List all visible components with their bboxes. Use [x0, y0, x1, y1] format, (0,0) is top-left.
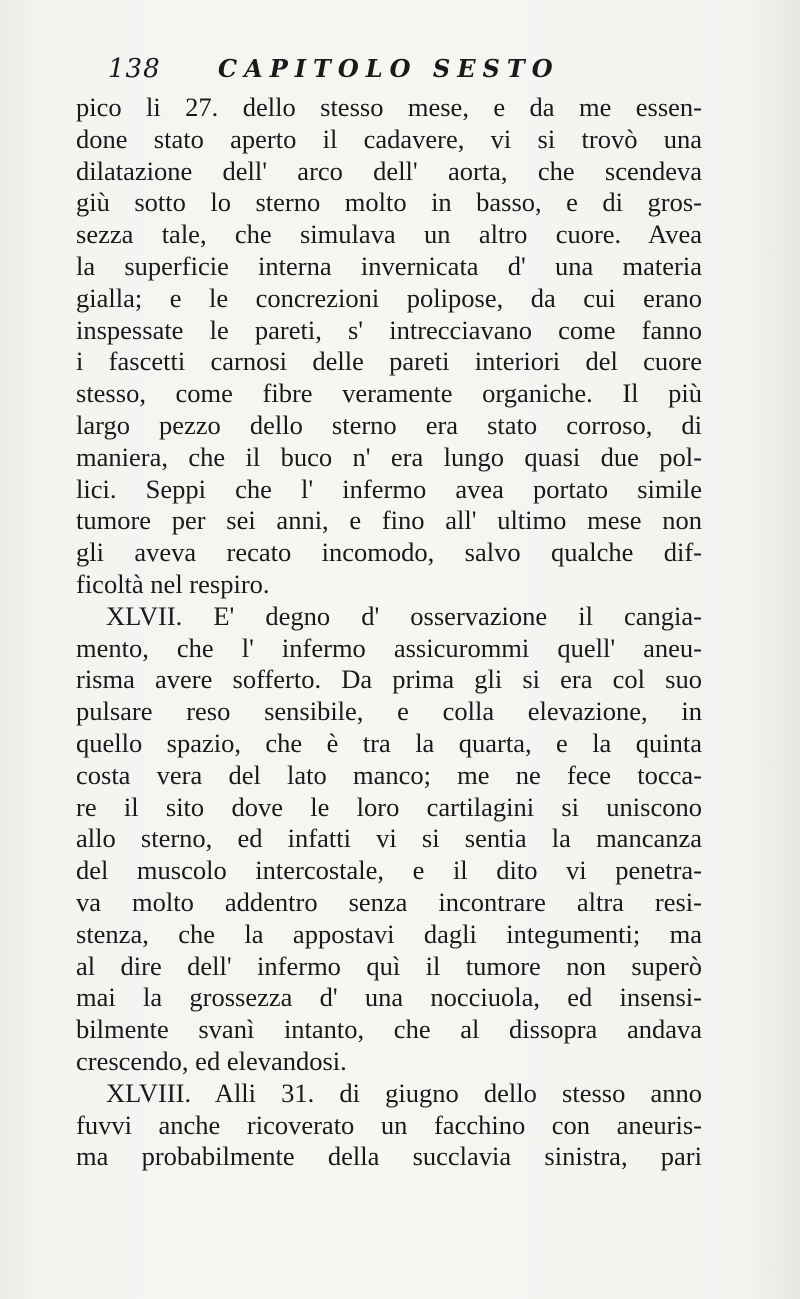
running-head	[108, 52, 668, 92]
text-line: ma probabilmente della succlavia sinistra, pari	[76, 1141, 702, 1172]
text-line: risma avere sofferto. Da prima gli si era col suo	[76, 664, 702, 695]
text-line: ficoltà nel respiro.	[76, 568, 270, 599]
text-line: bilmente svanì intanto, che al dissopra andava	[76, 1014, 702, 1045]
page-number: 138	[108, 54, 161, 84]
body-text	[76, 92, 702, 1173]
text-line: stesso, come fibre veramente organiche. Il più	[76, 378, 702, 409]
text-line: allo sterno, ed infatti vi si sentia la mancanza	[76, 823, 702, 854]
text-line: tumore per sei anni, e fino all' ultimo mese non	[76, 505, 702, 536]
text-line: gli aveva recato incomodo, salvo qualche dif-	[76, 537, 702, 568]
text-line: done stato aperto il cadavere, vi si trovò una	[76, 123, 702, 154]
text-line: re il sito dove le loro cartilagini si uniscono	[76, 791, 702, 822]
text-line: i fascetti carnosi delle pareti interiori del cuore	[76, 346, 702, 377]
text-line: la superficie interna invernicata d' una materia	[76, 250, 702, 281]
text-line: sezza tale, che simulava un altro cuore. Avea	[76, 219, 702, 250]
text-line: del muscolo intercostale, e il dito vi penetra-	[76, 855, 702, 886]
text-line: inspessate le pareti, s' intrecciavano come fanno	[76, 314, 702, 345]
section-start-line: XLVIII. Alli 31. di giugno dello stesso anno	[106, 1077, 702, 1108]
text-line: pulsare reso sensibile, e colla elevazione, in	[76, 696, 702, 727]
text-line: maniera, che il buco n' era lungo quasi due pol-	[76, 441, 702, 472]
chapter-title: CAPITOLO SESTO	[218, 54, 560, 83]
text-line: largo pezzo dello sterno era stato corroso, di	[76, 409, 702, 440]
text-line: stenza, che la appostavi dagli integumenti; ma	[76, 918, 702, 949]
text-line: crescendo, ed elevandosi.	[76, 1045, 347, 1076]
text-line: fuvvi anche ricoverato un facchino con aneuris-	[76, 1109, 702, 1140]
text-line: mai la grossezza d' una nocciuola, ed insensi-	[76, 982, 702, 1013]
text-line: mento, che l' infermo assicurommi quell' aneu-	[76, 632, 702, 663]
text-line: pico li 27. dello stesso mese, e da me essen-	[76, 92, 702, 122]
text-line: va molto addentro senza incontrare altra resi-	[76, 886, 702, 917]
section-start-line: XLVII. E' degno d' osservazione il cangia-	[106, 600, 702, 631]
text-line: dilatazione dell' arco dell' aorta, che scendeva	[76, 155, 702, 186]
text-line: al dire dell' infermo quì il tumore non superò	[76, 950, 702, 981]
text-line: giù sotto lo sterno molto in basso, e di gros-	[76, 187, 702, 218]
text-line: gialla; e le concrezioni polipose, da cui erano	[76, 282, 702, 313]
text-line: quello spazio, che è tra la quarta, e la quinta	[76, 727, 702, 758]
text-line: costa vera del lato manco; me ne fece tocca-	[76, 759, 702, 790]
text-line: lici. Seppi che l' infermo avea portato simile	[76, 473, 702, 504]
